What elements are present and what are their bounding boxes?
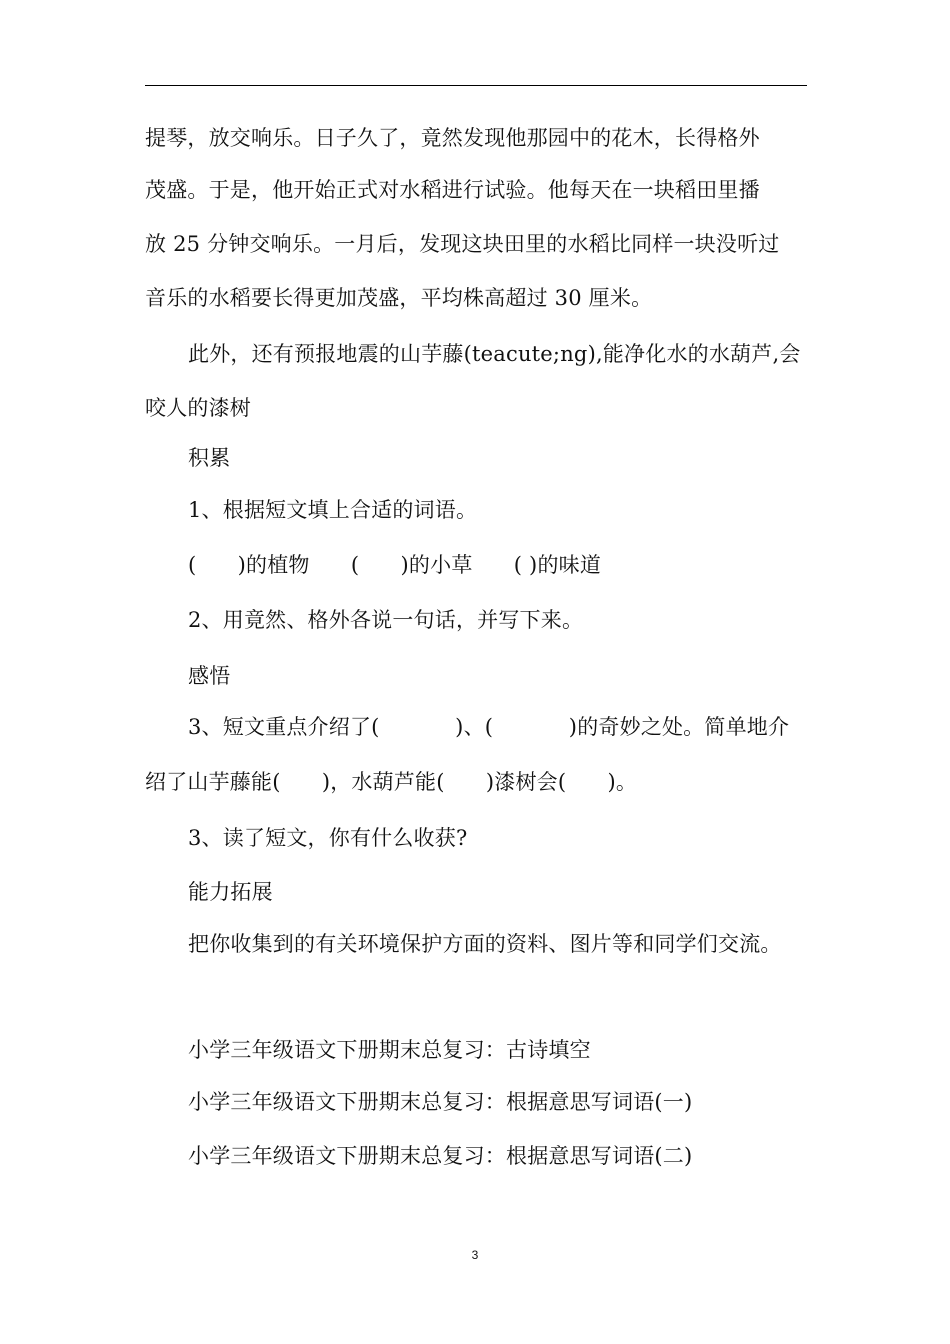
paragraph-line: 音乐的水稻要长得更加茂盛，平均株高超过 30 厘米。 (145, 286, 653, 310)
paragraph-line: 茂盛。于是，他开始正式对水稻进行试验。他每天在一块稻田里播 (145, 178, 760, 202)
section-heading-extend: 能力拓展 (188, 880, 273, 904)
question-3-line: 绍了山芋藤能( )，水葫芦能( )漆树会( )。 (145, 770, 638, 794)
paragraph-line: 放 25 分钟交响乐。一月后，发现这块田里的水稻比同样一块没听过 (145, 232, 780, 256)
section-heading-accumulate: 积累 (188, 446, 231, 470)
question-2: 2、用竟然、格外各说一句话，并写下来。 (188, 608, 584, 632)
page-number: 3 (471, 1248, 479, 1262)
question-1: 1、根据短文填上合适的词语。 (188, 498, 478, 522)
question-4: 3、读了短文，你有什么收获? (188, 826, 468, 850)
paragraph-line: 此外，还有预报地震的山芋藤(teacute;ng),能净化水的水葫芦,会 (188, 342, 801, 366)
related-link[interactable]: 小学三年级语文下册期末总复习：根据意思写词语(二) (188, 1144, 693, 1168)
question-1-blanks: ( )的植物 ( )的小草 ( )的味道 (188, 553, 602, 577)
related-link[interactable]: 小学三年级语文下册期末总复习：根据意思写词语(一) (188, 1090, 693, 1114)
paragraph-line: 提琴，放交响乐。日子久了，竟然发现他那园中的花木，长得格外 (145, 126, 760, 150)
header-rule (145, 85, 807, 86)
paragraph-line: 咬人的漆树 (145, 396, 251, 420)
extend-task: 把你收集到的有关环境保护方面的资料、图片等和同学们交流。 (188, 932, 782, 956)
section-heading-insight: 感悟 (188, 664, 231, 688)
question-3-line: 3、短文重点介绍了( )、( )的奇妙之处。简单地介 (188, 715, 790, 739)
related-link[interactable]: 小学三年级语文下册期末总复习：古诗填空 (188, 1038, 591, 1062)
